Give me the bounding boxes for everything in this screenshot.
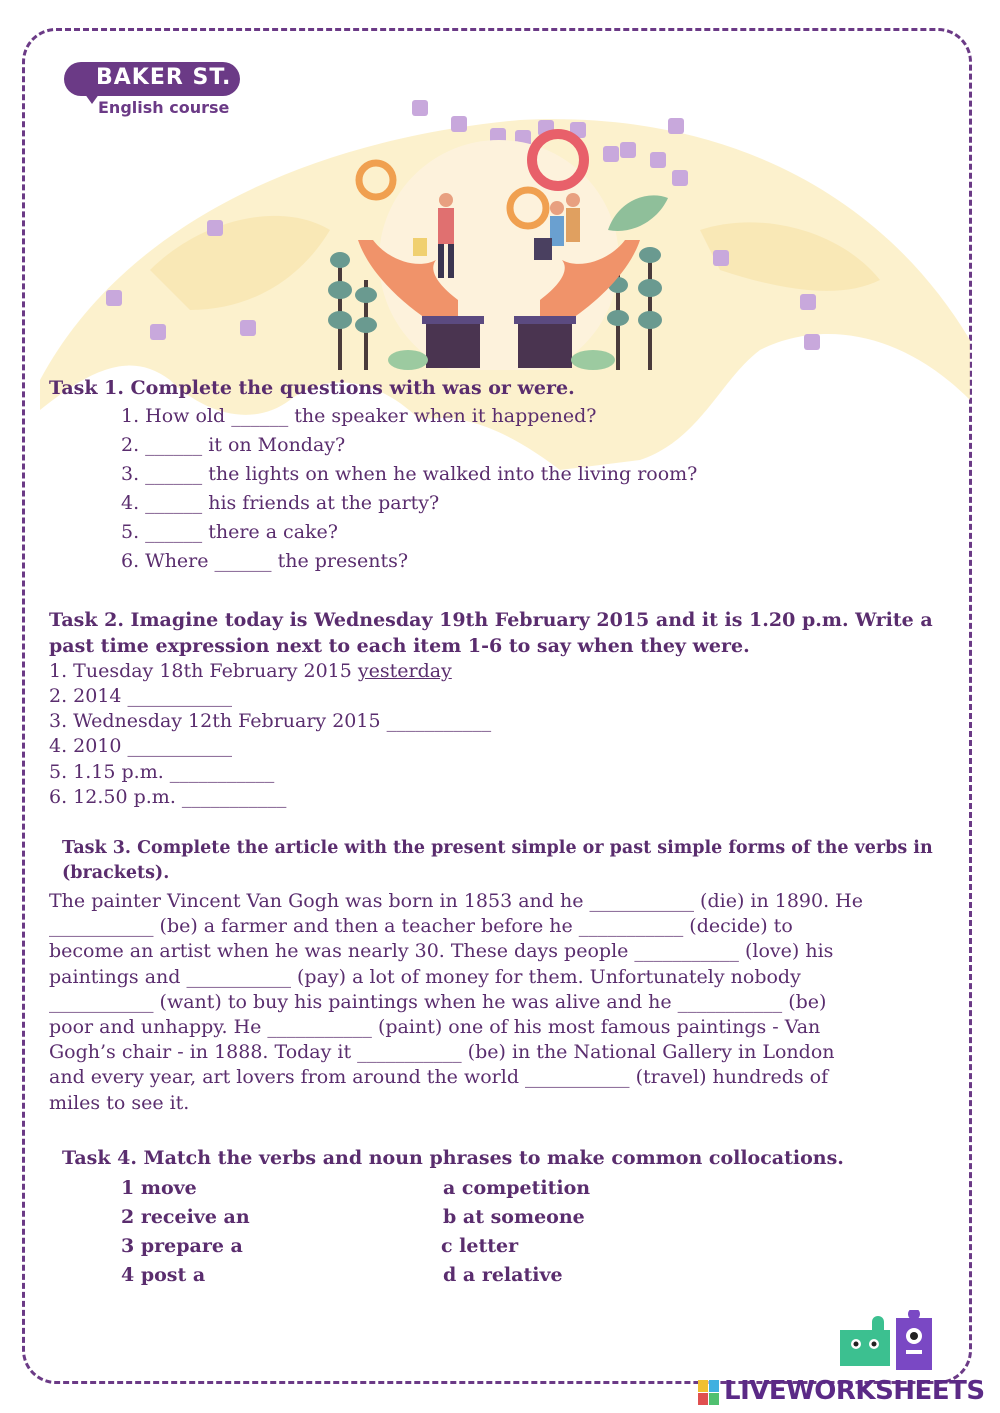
task2-item-5: 5. 1.15 p.m. ___________ <box>49 761 275 783</box>
task1-title: Task 1. Complete the questions with was or were. <box>49 377 575 399</box>
task2-item-4: 4. 2010 ___________ <box>49 735 233 757</box>
task1-item-5: 5. ______ there a cake? <box>121 521 338 543</box>
logo-subtitle: English course <box>98 98 230 117</box>
task3-article <box>49 889 879 1116</box>
task2-title-line1: Task 2. Imagine today is Wednesday 19th February 2015 and it is 1.20 p.m. Write a <box>49 609 933 631</box>
article-line: become an artist when he was nearly 30. These days people ___________ (love) his <box>49 940 834 963</box>
puzzle-mascots-icon <box>832 1310 944 1378</box>
task4-verb-3[interactable]: 3 prepare a <box>121 1235 243 1257</box>
article-line: and every year, art lovers from around the world ___________ (travel) hundreds of <box>49 1066 829 1089</box>
task2-item-2: 2. 2014 ___________ <box>49 685 233 707</box>
task3-title-line1: Task 3. Complete the article with the present simple or past simple forms of the verbs in <box>62 838 933 858</box>
task1-item-4: 4. ______ his friends at the party? <box>121 492 440 514</box>
task4-noun-b[interactable]: b at someone <box>443 1206 585 1228</box>
task4-verb-4[interactable]: 4 post a <box>121 1264 206 1286</box>
logo-brand: BAKER ST. <box>96 65 232 90</box>
task1-item-2: 2. ______ it on Monday? <box>121 434 346 456</box>
article-line: miles to see it. <box>49 1091 190 1114</box>
task4-noun-d[interactable]: d a relative <box>443 1264 563 1286</box>
task1-item-1: 1. How old ______ the speaker when it happened? <box>121 405 597 427</box>
task4-noun-a[interactable]: a competition <box>443 1177 591 1199</box>
liveworksheets-brand[interactable]: LIVEWORKSHEETS <box>724 1376 985 1406</box>
task4-title: Task 4. Match the verbs and noun phrases to make common collocations. <box>62 1147 844 1169</box>
article-line: The painter Vincent Van Gogh was born in 1853 and he ___________ (die) in 1890. He <box>49 890 863 912</box>
article-line: Gogh’s chair - in 1888. Today it ___________ (be) in the National Gallery in London <box>49 1041 835 1064</box>
article-line: paintings and ___________ (pay) a lot of money for them. Unfortunately nobody <box>49 965 801 988</box>
task3-title-line2: (brackets). <box>62 863 170 883</box>
task4-noun-c[interactable]: c letter <box>441 1235 519 1257</box>
task2-item-1-prompt: 1. Tuesday 18th February 2015 <box>49 660 358 682</box>
hands-teamwork-illustration <box>318 120 680 370</box>
task2-item-3: 3. Wednesday 12th February 2015 ___________ <box>49 710 492 732</box>
task1-item-3: 3. ______ the lights on when he walked into the living room? <box>121 463 698 485</box>
task2-item-6: 6. 12.50 p.m. ___________ <box>49 786 287 808</box>
task4-verb-2[interactable]: 2 receive an <box>121 1206 250 1228</box>
task1-item-6: 6. Where ______ the presents? <box>121 550 409 572</box>
article-line: poor and unhappy. He ___________ (paint) one of his most famous paintings - Van <box>49 1016 821 1039</box>
task2-item-1 <box>49 659 452 684</box>
task2-item-1-answer: yesterday <box>357 660 452 682</box>
article-line: ___________ (be) a farmer and then a teacher before he ___________ (decide) to <box>49 915 793 938</box>
task2-title-line2: past time expression next to each item 1-6 to say when they were. <box>49 635 750 657</box>
liveworksheets-badge-icon <box>698 1380 720 1406</box>
article-line: ___________ (want) to buy his paintings when he was alive and he ___________ (be) <box>49 990 827 1013</box>
task4-verb-1[interactable]: 1 move <box>121 1177 197 1199</box>
